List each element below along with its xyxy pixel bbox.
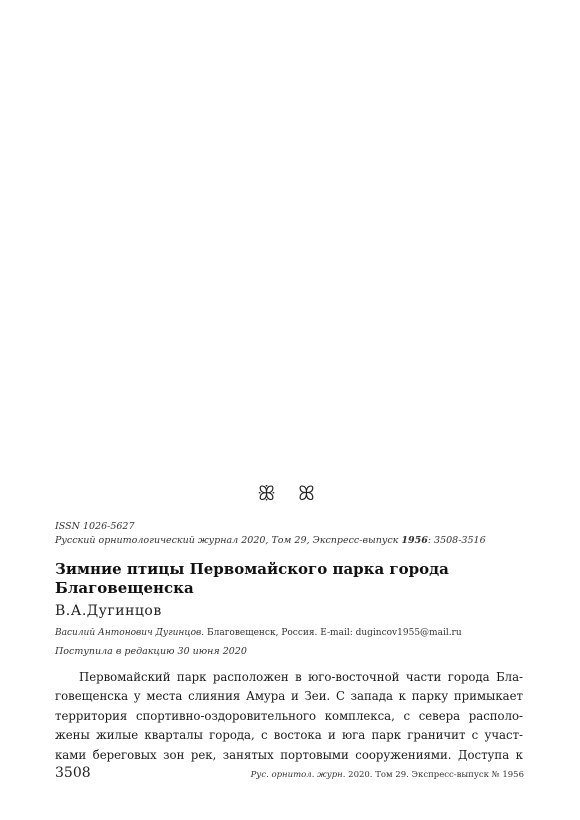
journal-citation — [55, 535, 486, 546]
journal-prefix: Русский орнитологический журнал 2020, Том 29, Экспресс-выпуск — [55, 535, 402, 546]
ornament-divider: ꕥ ꕤ — [257, 481, 323, 505]
article-title: Зимние птицы Первомайского парка города Благовещенска — [55, 560, 449, 597]
body-line: жены жилые кварталы города, с востока и юга парк граничит с участ- — [55, 728, 523, 743]
body-line: говещенска у места слияния Амура и Зеи. С запада к парку примыкает — [55, 689, 523, 704]
issn: ISSN 1026-5627 — [55, 521, 135, 532]
received-date: Поступила в редакцию 30 июня 2020 — [55, 646, 247, 657]
author-affiliation — [55, 628, 462, 638]
author-name: В.А.Дугинцов — [55, 603, 162, 619]
running-footer — [251, 770, 524, 780]
body-paragraph — [55, 668, 523, 765]
affiliation-details: . Благовещенск, Россия. E-mail: dugincov1955@mail.ru — [201, 628, 462, 638]
body-line: территория спортивно-оздоровительного комплекса, с севера располо- — [55, 708, 523, 723]
page-number: 3508 — [55, 765, 91, 781]
body-line: ками береговых зон рек, занятых портовыми сооружениями. Доступа к — [55, 747, 523, 762]
affiliation-full-name: Василий Антонович Дугинцов — [55, 628, 202, 638]
running-issue-info: 2020. Том 29. Экспресс-выпуск № 1956 — [345, 770, 524, 780]
running-journal-abbrev: Рус. орнитол. журн. — [250, 770, 346, 780]
body-line: Первомайский парк расположен в юго-восточной части города Бла- — [79, 670, 523, 684]
page-range: : 3508-3516 — [427, 535, 486, 546]
issue-number: 1956 — [401, 535, 428, 546]
